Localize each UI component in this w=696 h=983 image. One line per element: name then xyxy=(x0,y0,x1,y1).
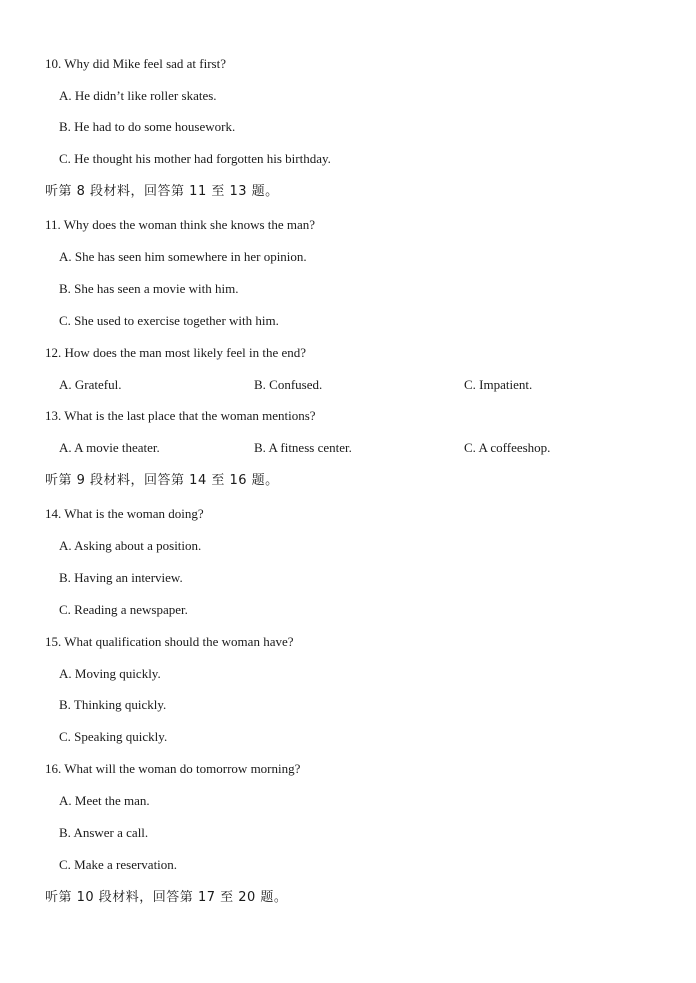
option-12c: C. Impatient. xyxy=(464,377,533,392)
section-heading-8: 听第 8 段材料，回答第 11 至 13 题。 xyxy=(45,184,279,199)
option-15a: A. Moving quickly. xyxy=(59,666,161,681)
option-13b: B. A fitness center. xyxy=(254,440,352,455)
option-16b: B. Answer a call. xyxy=(59,825,149,840)
option-10a: A. He didn’t like roller skates. xyxy=(59,88,217,103)
question-14: 14. What is the woman doing? xyxy=(45,506,204,521)
option-13c: C. A coffeeshop. xyxy=(464,440,551,455)
question-15: 15. What qualification should the woman have? xyxy=(45,634,294,649)
option-12a: A. Grateful. xyxy=(59,377,122,392)
option-11b: B. She has seen a movie with him. xyxy=(59,281,239,296)
option-16a: A. Meet the man. xyxy=(59,793,150,808)
option-16c: C. Make a reservation. xyxy=(59,857,178,872)
option-15b: B. Thinking quickly. xyxy=(59,697,167,712)
option-12b: B. Confused. xyxy=(254,377,323,392)
question-13: 13. What is the last place that the woman mentions? xyxy=(45,408,316,423)
option-10b: B. He had to do some housework. xyxy=(59,119,236,134)
option-11a: A. She has seen him somewhere in her opinion. xyxy=(59,249,307,264)
option-14c: C. Reading a newspaper. xyxy=(59,602,188,617)
option-13a: A. A movie theater. xyxy=(59,440,160,455)
option-15c: C. Speaking quickly. xyxy=(59,729,168,744)
section-heading-9: 听第 9 段材料，回答第 14 至 16 题。 xyxy=(45,473,279,488)
question-12: 12. How does the man most likely feel in the end? xyxy=(45,345,307,360)
section-heading-10: 听第 10 段材料，回答第 17 至 20 题。 xyxy=(45,890,288,905)
question-11: 11. Why does the woman think she knows the man? xyxy=(45,217,316,232)
option-14a: A. Asking about a position. xyxy=(59,538,202,553)
question-16: 16. What will the woman do tomorrow morning? xyxy=(45,761,301,776)
question-10: 10. Why did Mike feel sad at first? xyxy=(45,56,226,71)
option-11c: C. She used to exercise together with him. xyxy=(59,313,279,328)
option-10c: C. He thought his mother had forgotten his birthday. xyxy=(59,151,331,166)
option-14b: B. Having an interview. xyxy=(59,570,183,585)
